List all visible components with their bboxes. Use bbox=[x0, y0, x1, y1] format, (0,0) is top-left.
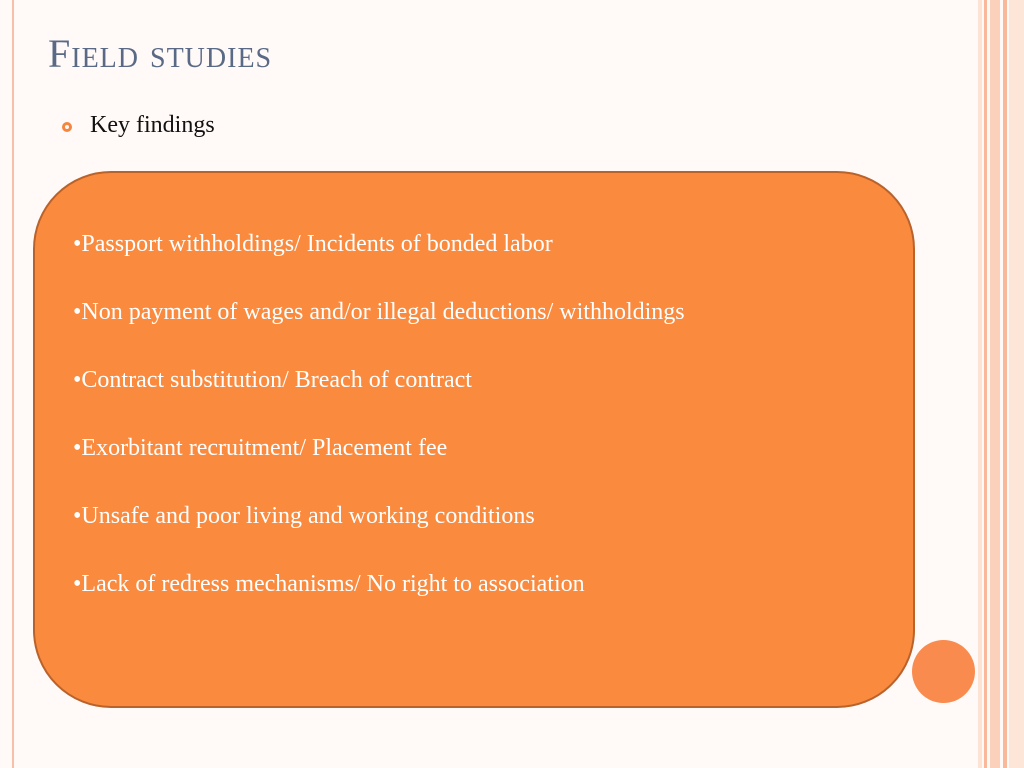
circle-bullet-icon bbox=[62, 122, 72, 132]
left-border-line bbox=[12, 0, 14, 768]
findings-list bbox=[73, 227, 873, 601]
stripe bbox=[984, 0, 987, 768]
finding-item: •Non payment of wages and/or illegal deductions/ withholdings bbox=[73, 299, 685, 325]
findings-box bbox=[33, 171, 915, 708]
stripe bbox=[978, 0, 982, 768]
stripe bbox=[1003, 0, 1007, 768]
finding-item: •Contract substitution/ Breach of contract bbox=[73, 367, 472, 393]
right-decorative-stripes bbox=[978, 0, 1024, 768]
finding-item: •Unsafe and poor living and working conditions bbox=[73, 503, 535, 529]
decorative-circle bbox=[912, 640, 975, 703]
slide-title: Field studies bbox=[48, 31, 273, 76]
stripe bbox=[990, 0, 1000, 768]
finding-item: •Exorbitant recruitment/ Placement fee bbox=[73, 435, 448, 461]
stripe bbox=[1009, 0, 1024, 768]
bullet-label: Key findings bbox=[90, 112, 215, 138]
finding-item: •Lack of redress mechanisms/ No right to association bbox=[73, 571, 585, 597]
finding-item: •Passport withholdings/ Incidents of bonded labor bbox=[73, 231, 553, 257]
key-findings-bullet bbox=[62, 112, 215, 139]
